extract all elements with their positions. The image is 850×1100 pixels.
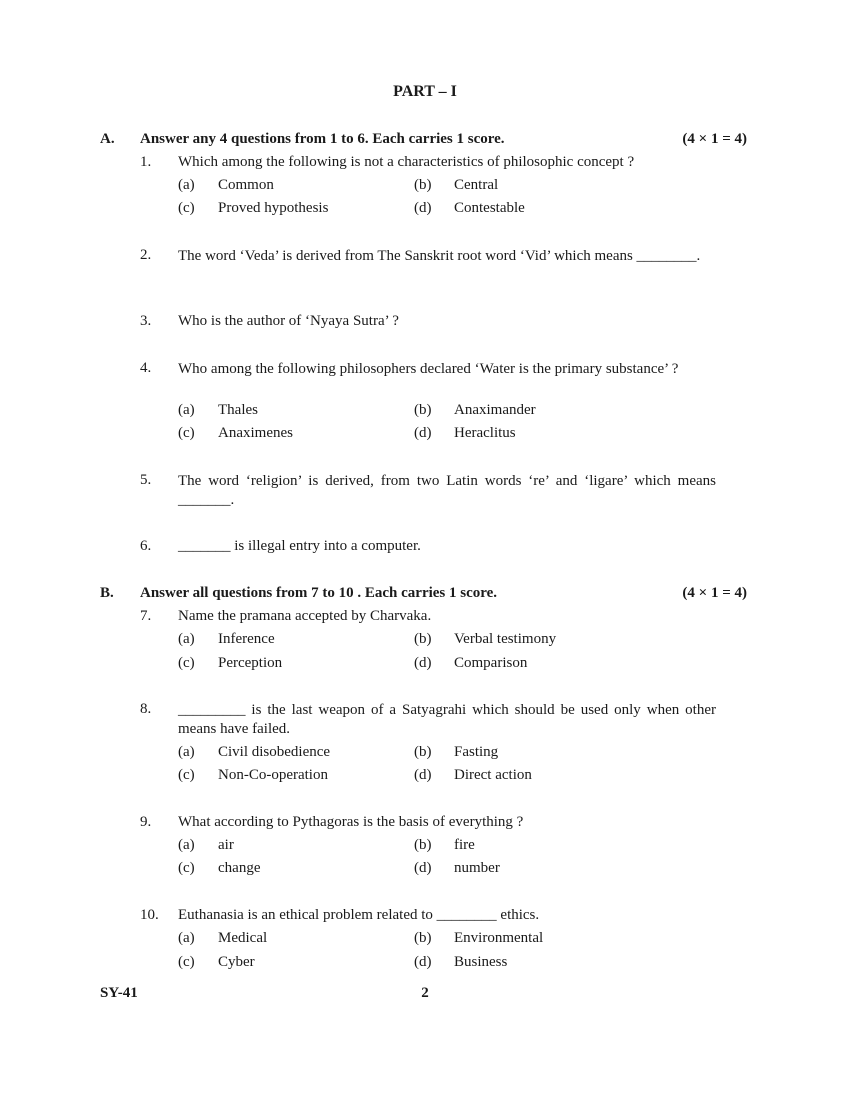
option-label: (a) [178, 837, 195, 853]
option-text: number [454, 860, 500, 876]
option-label: (b) [414, 631, 432, 647]
option-label: (b) [414, 930, 432, 946]
option-text: Verbal testimony [454, 631, 557, 647]
question-text: Euthanasia is an ethical problem related to ________ ethics. [178, 907, 540, 923]
option-label: (d) [414, 200, 432, 216]
option-text: Fasting [454, 744, 499, 760]
question-text: The word ‘Veda’ is derived from The Sanskrit root word ‘Vid’ which means ________. [178, 248, 701, 264]
paper-code: SY-41 [100, 985, 138, 1001]
option-text: Contestable [454, 200, 525, 216]
option-label: (d) [414, 425, 432, 441]
question-number: 6. [140, 538, 152, 554]
question-number: 1. [140, 154, 152, 170]
question-text: What according to Pythagoras is the basis of everything ? [178, 814, 524, 830]
section-score-b: (4 × 1 = 4) [682, 585, 747, 601]
option-label: (b) [414, 744, 432, 760]
option-text: change [218, 860, 261, 876]
page-number: 2 [421, 985, 429, 1001]
question-number: 8. [140, 701, 152, 717]
question-number: 3. [140, 313, 152, 329]
option-text: Perception [218, 655, 283, 671]
option-label: (c) [178, 655, 195, 671]
option-label: (d) [414, 767, 432, 783]
option-text: Thales [218, 402, 258, 418]
question-text: Name the pramana accepted by Charvaka. [178, 608, 432, 624]
question-number: 10. [140, 907, 159, 923]
section-letter-b: B. [100, 585, 114, 601]
option-text: Direct action [454, 767, 532, 783]
option-text: fire [454, 837, 475, 853]
option-text: Common [218, 177, 274, 193]
option-text: Proved hypothesis [218, 200, 329, 216]
option-label: (b) [414, 837, 432, 853]
option-text: Comparison [454, 655, 528, 671]
section-instruction-a: Answer any 4 questions from 1 to 6. Each carries 1 score. [140, 131, 505, 147]
question-number: 7. [140, 608, 152, 624]
question-number: 5. [140, 472, 152, 488]
option-text: Medical [218, 930, 268, 946]
option-label: (b) [414, 177, 432, 193]
option-label: (c) [178, 425, 195, 441]
question-number: 9. [140, 814, 152, 830]
option-label: (a) [178, 631, 195, 647]
question-number: 4. [140, 360, 152, 376]
option-label: (b) [414, 402, 432, 418]
option-text: Anaximander [454, 402, 536, 418]
option-label: (c) [178, 767, 195, 783]
option-label: (a) [178, 930, 195, 946]
option-text: Environmental [454, 930, 544, 946]
option-text: Non-Co-operation [218, 767, 328, 783]
option-text: Central [454, 177, 499, 193]
option-label: (a) [178, 744, 195, 760]
option-text: air [218, 837, 234, 853]
question-text: Which among the following is not a characteristics of philosophic concept ? [178, 154, 635, 170]
section-score-a: (4 × 1 = 4) [682, 131, 747, 147]
option-label: (c) [178, 860, 195, 876]
option-text: Heraclitus [454, 425, 516, 441]
question-text: _________ is the last weapon of a Satyagrahi which should be used only when other means have failed. [178, 702, 716, 737]
question-text: The word ‘religion’ is derived, from two Latin words ‘re’ and ‘ligare’ which means _______. [178, 473, 716, 508]
option-label: (c) [178, 200, 195, 216]
option-text: Cyber [218, 954, 255, 970]
section-letter-a: A. [100, 131, 115, 147]
option-label: (d) [414, 954, 432, 970]
option-text: Civil disobedience [218, 744, 331, 760]
question-text: Who among the following philosophers declared ‘Water is the primary substance’ ? [178, 361, 679, 377]
option-label: (a) [178, 402, 195, 418]
option-text: Business [454, 954, 508, 970]
part-title: PART – I [393, 83, 457, 100]
section-instruction-b: Answer all questions from 7 to 10 . Each carries 1 score. [140, 585, 498, 601]
option-text: Inference [218, 631, 275, 647]
option-label: (d) [414, 860, 432, 876]
question-text: Who is the author of ‘Nyaya Sutra’ ? [178, 313, 399, 329]
option-label: (a) [178, 177, 195, 193]
option-label: (c) [178, 954, 195, 970]
option-text: Anaximenes [218, 425, 293, 441]
question-number: 2. [140, 247, 152, 263]
question-text: _______ is illegal entry into a computer. [178, 538, 421, 554]
option-label: (d) [414, 655, 432, 671]
